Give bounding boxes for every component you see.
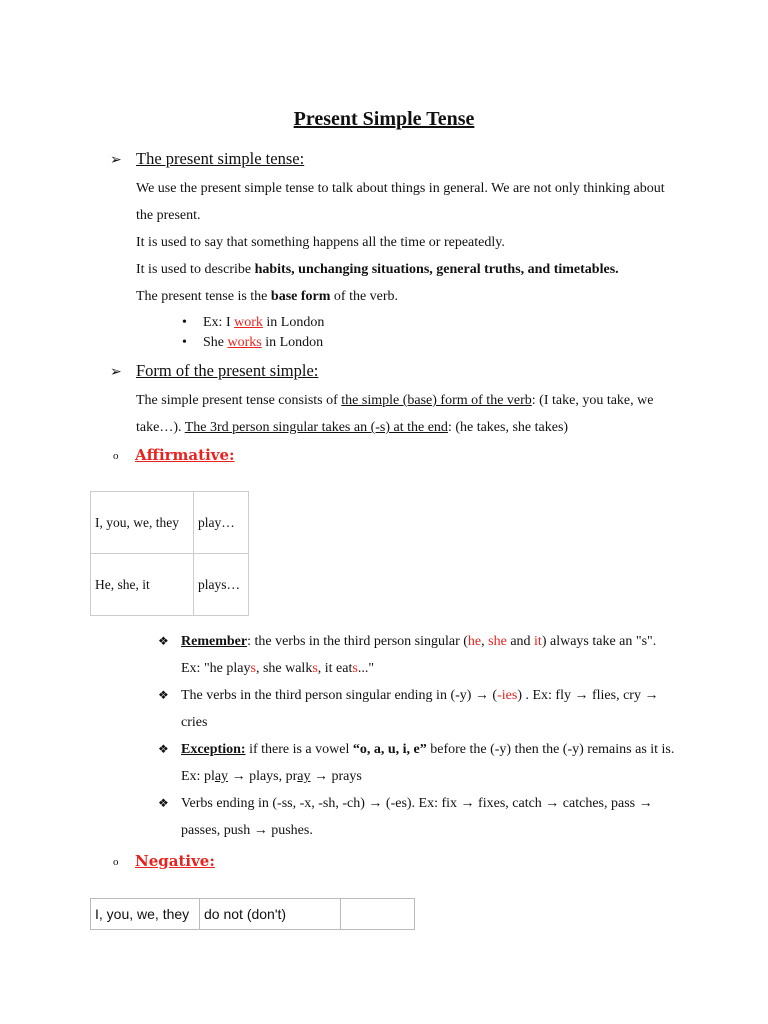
intro-line-4: The present tense is the base form of the verb. (136, 289, 399, 304)
list-item: • Ex: I work in London (182, 315, 325, 330)
arrow-bullet-icon: ➢ (110, 365, 122, 380)
affirmative-heading: o Affirmative: (113, 446, 235, 464)
empty-cell (341, 899, 415, 930)
table-row (91, 554, 249, 616)
rules-list (158, 628, 678, 844)
form-paragraph: The simple present tense consists of the simple (base) form of the verb: (I take, you take, we take…). The 3rd person singular takes an (-s) at the end: (he takes, she takes) (136, 393, 654, 435)
diamond-bullet-icon: ❖ (158, 796, 169, 810)
intro-line-2: It is used to say that something happens all the time or repeatedly. (136, 235, 505, 250)
section-heading-form: ➢ Form of the present simple: (110, 361, 319, 380)
circle-bullet-icon: o (113, 450, 119, 463)
rule-exception: ❖ Exception: if there is a vowel “o, a, u, i, e” before the (-y) then the (-y) remains as it is. Ex: play → plays, pray → prays (158, 736, 678, 790)
table-row (91, 492, 249, 554)
affirmative-table (90, 491, 249, 616)
negative-heading: o Negative: (113, 852, 215, 870)
subject-cell: I, you, we, they (91, 899, 200, 930)
arrow-bullet-icon: ➢ (110, 153, 122, 168)
page-title: Present Simple Tense (293, 108, 475, 130)
verb-cell: do not (don't) (200, 899, 341, 930)
diamond-bullet-icon: ❖ (158, 634, 169, 648)
subject-cell: He, she, it (91, 554, 194, 616)
section-heading-present-simple: ➢ The present simple tense: (110, 149, 305, 168)
rule-ies: ❖ The verbs in the third person singular ending in (-y) → (-ies) . Ex: fly → flies, cry → cries (158, 682, 678, 736)
intro-line-1: We use the present simple tense to talk about things in general. We are not only thinking about the present. (136, 181, 665, 223)
subject-cell: I, you, we, they (91, 492, 194, 554)
negative-table (90, 898, 415, 930)
list-item: • She works in London (182, 335, 324, 350)
table-row (91, 899, 415, 930)
rule-es: ❖ Verbs ending in (-ss, -x, -sh, -ch) → (-es). Ex: fix → fixes, catch → catches, pass → passes, push → pushes. (158, 790, 678, 844)
intro-line-3: It is used to describe habits, unchanging situations, general truths, and timetables. (136, 262, 619, 277)
verb-cell: play… (194, 492, 249, 554)
circle-bullet-icon: o (113, 856, 119, 869)
rule-remember: ❖ Remember: the verbs in the third person singular (he, she and it) always take an "s". Ex: "he plays, she walks, it eats..." (158, 628, 678, 682)
example-list (182, 313, 324, 353)
intro-paragraph (136, 175, 681, 310)
diamond-bullet-icon: ❖ (158, 688, 169, 702)
diamond-bullet-icon: ❖ (158, 742, 169, 756)
verb-cell: plays… (194, 554, 249, 616)
